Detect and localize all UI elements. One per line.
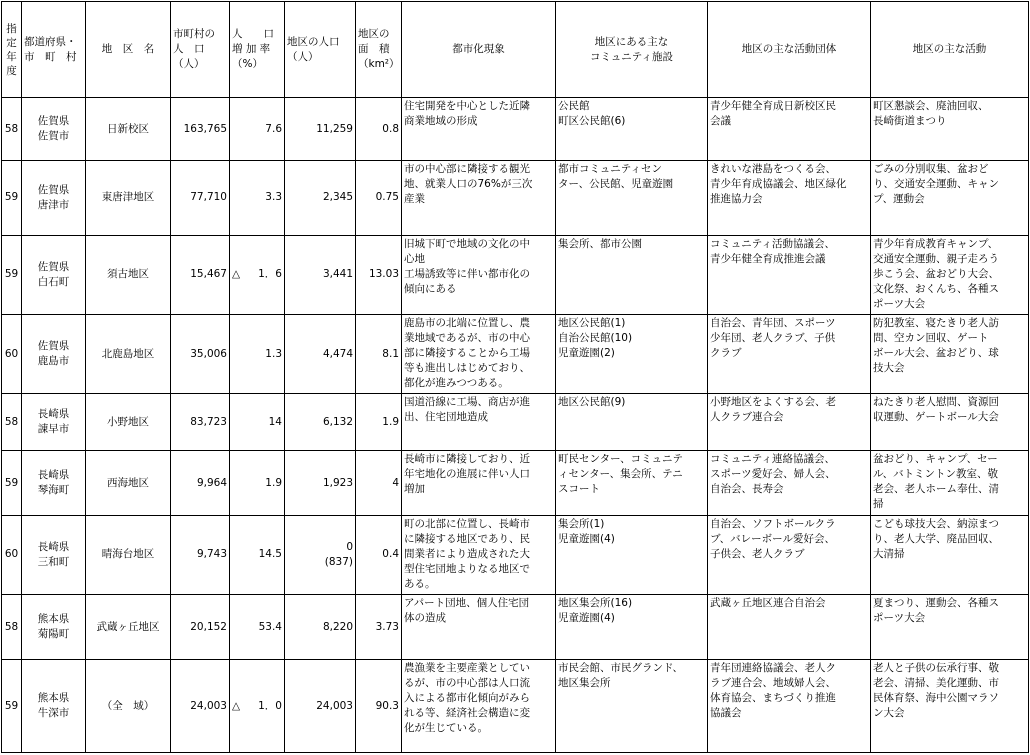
cell-groups: 小野地区をよくする会、老 人クラブ連合会	[708, 394, 871, 451]
cell-year: 58	[2, 98, 22, 161]
cell-muni: 白石町	[37, 275, 70, 288]
cell-pref-muni	[22, 515, 86, 594]
cell-pop: 83,723	[171, 394, 230, 451]
cell-facilities: 地区公民館(9)	[556, 394, 708, 451]
header-dist-pop	[285, 2, 356, 98]
cell-growth	[230, 161, 285, 235]
cell-year: 59	[2, 451, 22, 515]
header-muni: 市 町 村	[24, 50, 77, 63]
cell-growth-value: 1．6	[258, 268, 282, 281]
cell-year: 59	[2, 235, 22, 314]
cell-activities: 老人と子供の伝承行事、敬 老会、清掃、美化運動、市 民体育祭、海中公園マラソ ン大会	[871, 660, 1029, 753]
cell-dist-pop-value: 24,003	[316, 699, 353, 712]
cell-pref: 佐賀県	[37, 183, 70, 196]
table-row	[2, 451, 1029, 515]
cell-pref-muni	[22, 660, 86, 753]
cell-district: 東唐津地区	[86, 161, 171, 235]
cell-dist-pop	[285, 161, 356, 235]
cell-district: 西海地区	[86, 451, 171, 515]
header-pop-line3: （人）	[173, 58, 205, 70]
cell-growth	[230, 660, 285, 753]
cell-growth-value: 1.9	[265, 476, 282, 489]
cell-urban: アパート団地、個人住宅団 体の造成	[402, 595, 556, 660]
cell-groups: 自治会、ソフトボールクラ ブ、バレーボール愛好会、 子供会、老人クラブ	[708, 515, 871, 594]
cell-district: 北鹿島地区	[86, 314, 171, 393]
header-pop-line2: 人 口	[173, 43, 205, 55]
cell-area: 8.1	[356, 314, 402, 393]
cell-muni: 諌早市	[37, 423, 70, 436]
table-row	[2, 235, 1029, 314]
header-pop-line1: 市町村の	[173, 28, 215, 40]
cell-groups: 青少年健全育成日新校区民 会議	[708, 98, 871, 161]
header-area	[356, 2, 402, 98]
cell-area: 90.3	[356, 660, 402, 753]
cell-area: 3.73	[356, 595, 402, 660]
header-growth-line1: 人 口	[232, 28, 274, 40]
cell-growth	[230, 98, 285, 161]
cell-muni: 琴海町	[37, 484, 70, 497]
cell-pref: 佐賀県	[37, 115, 70, 128]
table-row	[2, 161, 1029, 235]
cell-dist-pop-value: 1,923	[322, 476, 353, 489]
cell-groups: 青年団連絡協議会、老人ク ラブ連合会、地域婦人会、 体育協会、まちづくり推進 協議会	[708, 660, 871, 753]
cell-growth-value: 14.5	[258, 548, 282, 561]
cell-area: 0.4	[356, 515, 402, 594]
community-table	[1, 1, 1029, 753]
cell-dist-pop-value: 11,259	[316, 122, 353, 135]
cell-activities: ねたきり老人慰問、資源回 収運動、ゲートボール大会	[871, 394, 1029, 451]
cell-year: 59	[2, 660, 22, 753]
header-area-line2: 面 積	[358, 43, 390, 55]
decrease-mark: △	[232, 268, 241, 281]
cell-urban: 鹿島市の北端に位置し、農 業地域であるが、市の中心 部に隣接することから工場 等も進出しはじめており、 都化が進みつつある。	[402, 314, 556, 393]
header-area-line3: （km²）	[358, 58, 400, 70]
header-activities: 地区の主な活動	[871, 2, 1029, 98]
cell-pref-muni	[22, 394, 86, 451]
cell-year: 58	[2, 595, 22, 660]
table-row	[2, 394, 1029, 451]
cell-dist-pop-value: 2,345	[322, 191, 353, 204]
cell-dist-pop	[285, 98, 356, 161]
cell-dist-pop-value: 6,132	[322, 415, 353, 428]
cell-growth-value: 53.4	[258, 620, 282, 633]
cell-urban: 長崎市に隣接しており、近 年宅地化の進展に伴い人口 増加	[402, 451, 556, 515]
header-area-line1: 地区の	[358, 28, 390, 40]
cell-dist-pop-sub: (837)	[324, 555, 353, 568]
cell-activities: こども球技大会、納涼まつ り、老人大学、廃品回収、 大清掃	[871, 515, 1029, 594]
cell-dist-pop	[285, 451, 356, 515]
cell-pref: 佐賀県	[37, 260, 70, 273]
table-row	[2, 595, 1029, 660]
cell-dist-pop-value: 8,220	[322, 620, 353, 633]
cell-muni: 唐津市	[37, 198, 70, 211]
cell-dist-pop	[285, 660, 356, 753]
header-growth-line2: 増 加 率	[232, 43, 271, 55]
cell-activities: 防犯教室、寝たきり老人訪 問、空カン回収、ゲート ボール大会、盆おどり、球 技大会	[871, 314, 1029, 393]
cell-activities: 盆おどり、キャンプ、セー ル、バトミントン教室、敬 老会、老人ホーム奉仕、清 掃	[871, 451, 1029, 515]
cell-pref: 長崎県	[37, 408, 70, 421]
cell-growth-value: 1.3	[265, 347, 282, 360]
cell-facilities: 町民センター、コミュニテ ィセンター、集会所、テニ スコート	[556, 451, 708, 515]
cell-dist-pop	[285, 235, 356, 314]
cell-urban: 国道沿線に工場、商店が進 出、住宅団地造成	[402, 394, 556, 451]
cell-pref-muni	[22, 98, 86, 161]
cell-pop: 163,765	[171, 98, 230, 161]
header-facilities-line2: コミュニティ施設	[590, 50, 673, 63]
header-row	[2, 2, 1029, 98]
cell-facilities: 市民会館、市民グランド、 地区集会所	[556, 660, 708, 753]
cell-muni: 牛深市	[37, 707, 70, 720]
cell-growth	[230, 235, 285, 314]
cell-activities: ごみの分別収集、盆おど り、交通安全運動、キャン プ、運動会	[871, 161, 1029, 235]
header-facilities	[556, 2, 708, 98]
cell-dist-pop-value: 4,474	[322, 347, 353, 360]
cell-urban: 町の北部に位置し、長崎市 に隣接する地区であり、民 間業者により造成された大 型住宅団地よりなる地区で ある。	[402, 515, 556, 594]
table-row	[2, 515, 1029, 594]
cell-muni: 鹿島市	[37, 355, 70, 368]
cell-district: 日新校区	[86, 98, 171, 161]
cell-pop: 15,467	[171, 235, 230, 314]
cell-growth	[230, 595, 285, 660]
cell-area: 0.8	[356, 98, 402, 161]
header-groups: 地区の主な活動団体	[708, 2, 871, 98]
cell-urban: 市の中心部に隣接する観光 地、就業人口の76%が三次 産業	[402, 161, 556, 235]
header-pop	[171, 2, 230, 98]
cell-pref-muni	[22, 451, 86, 515]
cell-area: 0.75	[356, 161, 402, 235]
cell-groups: きれいな港島をつくる会、 青少年育成協議会、地区緑化 推進協力会	[708, 161, 871, 235]
cell-district: 武蔵ヶ丘地区	[86, 595, 171, 660]
header-pref: 都道府県・	[24, 35, 77, 48]
cell-growth-value: 1．0	[258, 699, 282, 712]
cell-growth	[230, 314, 285, 393]
header-growth-line3: （%）	[232, 58, 263, 70]
table-row	[2, 314, 1029, 393]
cell-groups: 武蔵ヶ丘地区連合自治会	[708, 595, 871, 660]
header-district: 地 区 名	[86, 2, 171, 98]
cell-facilities: 地区公民館(1) 自治公民館(10) 児童遊園(2)	[556, 314, 708, 393]
cell-pref: 熊本県	[37, 692, 70, 705]
cell-dist-pop	[285, 515, 356, 594]
cell-facilities: 公民館 町区公民館(6)	[556, 98, 708, 161]
cell-urban: 住宅開発を中心とした近隣 商業地域の形成	[402, 98, 556, 161]
cell-year: 60	[2, 314, 22, 393]
cell-activities: 青少年育成教育キャンプ、 交通安全運動、親子走ろう 歩こう会、盆おどり大会、 文化祭、おくんち、各種ス ポーツ大会	[871, 235, 1029, 314]
cell-groups: コミュニティ連絡協議会、 スポーツ愛好会、婦人会、 自治会、長寿会	[708, 451, 871, 515]
table-row	[2, 660, 1029, 753]
cell-growth-value: 7.6	[265, 122, 282, 135]
cell-pref: 長崎県	[37, 540, 70, 553]
cell-urban: 旧城下町で地域の文化の中 心地 工場誘致等に伴い都市化の 傾向にある	[402, 235, 556, 314]
cell-pref: 佐賀県	[37, 340, 70, 353]
cell-district: 晴海台地区	[86, 515, 171, 594]
cell-area: 1.9	[356, 394, 402, 451]
cell-area: 13.03	[356, 235, 402, 314]
cell-growth-value: 14	[268, 415, 282, 428]
cell-growth	[230, 394, 285, 451]
cell-urban: 農漁業を主要産業としてい るが、市の中心部は人口流 入による都市化傾向がみら れる等、経済社会構造に変 化が生じている。	[402, 660, 556, 753]
cell-pref-muni	[22, 235, 86, 314]
cell-year: 58	[2, 394, 22, 451]
cell-pref-muni	[22, 161, 86, 235]
cell-dist-pop-value: 0	[346, 540, 353, 553]
cell-district: 須古地区	[86, 235, 171, 314]
decrease-mark: △	[232, 699, 241, 712]
cell-groups: コミュニティ活動協議会、 青少年健全育成推進会議	[708, 235, 871, 314]
header-dist-pop-line1: 地区の人口	[287, 35, 340, 48]
header-facilities-line1: 地区にある主な	[594, 35, 669, 48]
cell-facilities: 集会所、都市公園	[556, 235, 708, 314]
cell-dist-pop	[285, 394, 356, 451]
header-urban: 都市化現象	[402, 2, 556, 98]
cell-pref: 熊本県	[37, 613, 70, 626]
cell-growth	[230, 451, 285, 515]
cell-facilities: 地区集会所(16) 児童遊園(4)	[556, 595, 708, 660]
header-year: 指定年度	[2, 2, 22, 98]
cell-facilities: 集会所(1) 児童遊園(4)	[556, 515, 708, 594]
cell-pop: 9,743	[171, 515, 230, 594]
cell-pref-muni	[22, 314, 86, 393]
cell-pop: 77,710	[171, 161, 230, 235]
table-row	[2, 98, 1029, 161]
cell-pop: 24,003	[171, 660, 230, 753]
cell-muni: 菊陽町	[37, 628, 70, 641]
cell-activities: 町区懇談会、廃油回収、 長崎街道まつり	[871, 98, 1029, 161]
cell-year: 60	[2, 515, 22, 594]
cell-dist-pop-value: 3,441	[322, 268, 353, 281]
cell-pref: 長崎県	[37, 469, 70, 482]
cell-facilities: 都市コミュニティセン ター、公民館、児童遊園	[556, 161, 708, 235]
cell-area: 4	[356, 451, 402, 515]
header-growth	[230, 2, 285, 98]
cell-growth	[230, 515, 285, 594]
cell-groups: 自治会、青年団、スポーツ 少年団、老人クラブ、子供 クラブ	[708, 314, 871, 393]
cell-dist-pop	[285, 595, 356, 660]
cell-district: （全 域）	[86, 660, 171, 753]
header-dist-pop-line2: （人）	[287, 50, 319, 63]
cell-dist-pop	[285, 314, 356, 393]
cell-muni: 三和町	[37, 555, 70, 568]
cell-muni: 佐賀市	[37, 130, 70, 143]
header-pref-muni	[22, 2, 86, 98]
cell-pop: 20,152	[171, 595, 230, 660]
cell-activities: 夏まつり、運動会、各種ス ポーツ大会	[871, 595, 1029, 660]
cell-pop: 9,964	[171, 451, 230, 515]
cell-pref-muni	[22, 595, 86, 660]
cell-pop: 35,006	[171, 314, 230, 393]
cell-year: 59	[2, 161, 22, 235]
cell-growth-value: 3.3	[265, 191, 282, 204]
cell-district: 小野地区	[86, 394, 171, 451]
